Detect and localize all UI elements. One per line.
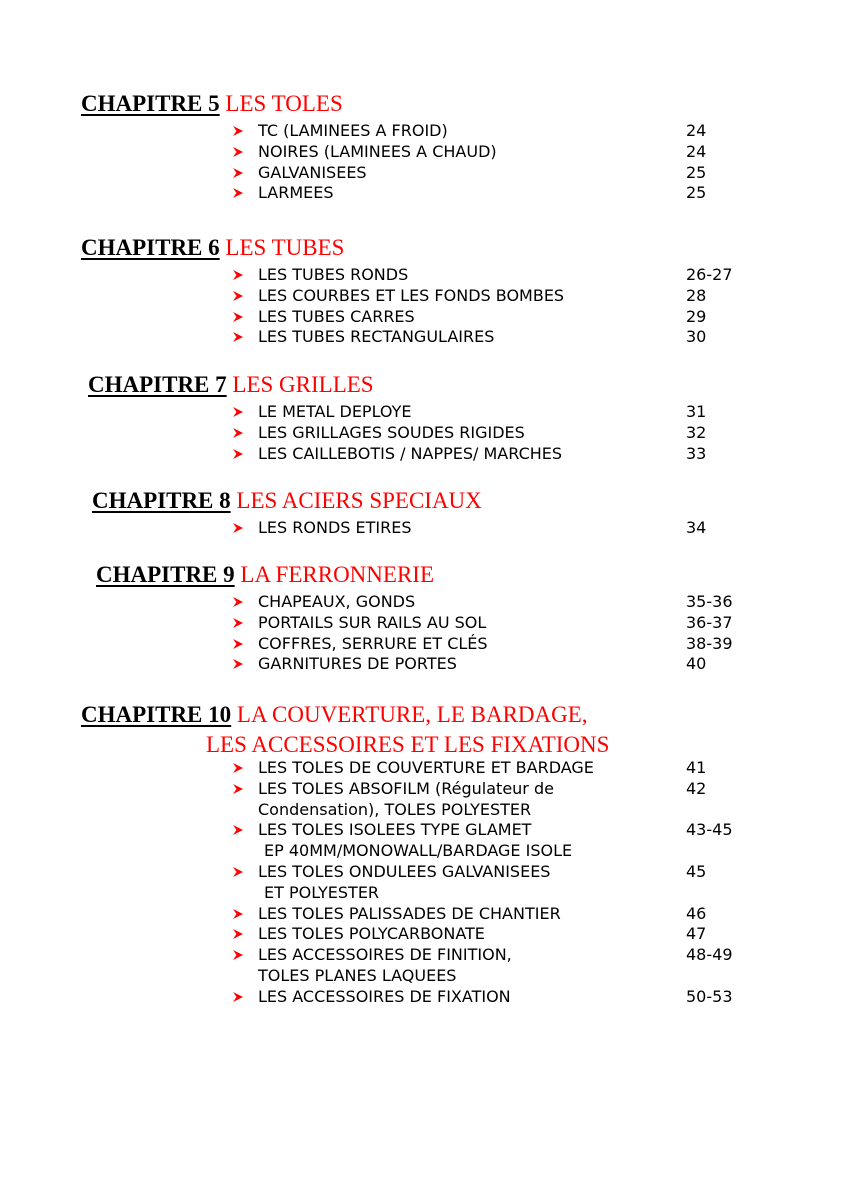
item-label: COFFRES, SERRURE ET CLÉS	[258, 633, 488, 653]
item-page-number: 41	[686, 758, 707, 777]
toc-item	[0, 286, 848, 307]
item-page-number: 28	[686, 285, 707, 305]
item-label: GALVANISEES	[258, 162, 367, 182]
toc-item	[0, 592, 848, 613]
toc-item	[0, 121, 848, 142]
chapter-title: LA FERRONNERIE	[240, 562, 434, 587]
item-page-number: 25	[686, 162, 707, 182]
chapter-heading	[0, 89, 848, 119]
chapter-7	[0, 370, 848, 464]
toc-item	[0, 327, 848, 348]
toc-item	[0, 862, 848, 904]
item-page-number: 50-53	[686, 986, 733, 1006]
item-label: LARMEES	[258, 183, 334, 203]
chapter-item-list	[0, 402, 848, 464]
item-page-number: 35-36	[686, 592, 733, 611]
chapter-number: CHAPITRE 7	[88, 372, 227, 397]
item-label-line-1: LES TOLES ABSOFILM (Régulateur de	[258, 778, 554, 798]
chapter-item-list	[0, 758, 848, 1008]
item-label-line-1: LES TOLES ONDULEES GALVANISEES	[258, 861, 551, 881]
item-label-line-1: LES ACCESSOIRES DE FINITION,	[258, 945, 512, 965]
toc-item	[0, 924, 848, 945]
item-label: LES TUBES RECTANGULAIRES	[258, 327, 495, 347]
item-label: LES TOLES PALISSADES DE CHANTIER	[258, 903, 561, 923]
chapter-item-list	[0, 592, 848, 675]
toc-item	[0, 444, 848, 465]
arrowhead-bullet-icon	[232, 783, 244, 795]
chapter-title: LES GRILLES	[232, 372, 374, 397]
arrowhead-bullet-icon	[232, 406, 244, 418]
arrowhead-bullet-icon	[232, 331, 244, 343]
toc-item	[0, 634, 848, 655]
arrowhead-bullet-icon	[232, 187, 244, 199]
item-label: CHAPEAUX, GONDS	[258, 592, 416, 611]
item-label: LES GRILLAGES SOUDES RIGIDES	[258, 422, 525, 442]
item-label: LES RONDS ETIRES	[258, 518, 412, 537]
chapter-5	[0, 89, 848, 204]
toc-item	[0, 820, 848, 862]
item-page-number: 38-39	[686, 633, 733, 653]
chapter-title: LES TUBES	[225, 235, 345, 260]
arrowhead-bullet-icon	[232, 311, 244, 323]
chapter-item-list	[0, 265, 848, 348]
arrowhead-bullet-icon	[232, 991, 244, 1003]
arrowhead-bullet-icon	[232, 427, 244, 439]
item-label: LES TUBES CARRES	[258, 306, 415, 326]
chapter-title: LES TOLES	[225, 91, 343, 116]
item-page-number: 48-49	[686, 945, 733, 965]
toc-item	[0, 613, 848, 634]
item-page-number: 33	[686, 443, 707, 463]
item-page-number: 42	[686, 778, 707, 798]
arrowhead-bullet-icon	[232, 125, 244, 137]
item-label: LES TUBES RONDS	[258, 265, 409, 284]
chapter-item-list	[0, 518, 848, 539]
arrowhead-bullet-icon	[232, 928, 244, 940]
arrowhead-bullet-icon	[232, 762, 244, 774]
chapter-number: CHAPITRE 8	[92, 488, 231, 513]
item-label	[258, 945, 512, 987]
toc-item	[0, 987, 848, 1008]
item-page-number: 45	[686, 861, 707, 881]
item-page-number: 26-27	[686, 265, 733, 284]
item-label: GARNITURES DE PORTES	[258, 654, 457, 674]
arrowhead-bullet-icon	[232, 290, 244, 302]
arrowhead-bullet-icon	[232, 596, 244, 608]
arrowhead-bullet-icon	[232, 269, 244, 281]
toc-item	[0, 779, 848, 821]
chapter-number: CHAPITRE 6	[81, 235, 220, 260]
chapter-title-line-2: LES ACCESSOIRES ET LES FIXATIONS	[206, 732, 610, 757]
chapter-heading	[0, 233, 848, 263]
item-page-number: 31	[686, 402, 707, 421]
chapter-heading	[0, 486, 848, 516]
chapter-number: CHAPITRE 10	[81, 702, 232, 727]
item-page-number: 47	[686, 924, 707, 944]
chapter-heading	[0, 370, 848, 400]
arrowhead-bullet-icon	[232, 658, 244, 670]
item-page-number: 30	[686, 327, 707, 347]
item-label: LES CAILLEBOTIS / NAPPES/ MARCHES	[258, 443, 563, 463]
toc-item	[0, 142, 848, 163]
toc-item	[0, 307, 848, 328]
arrowhead-bullet-icon	[232, 866, 244, 878]
toc-item	[0, 265, 848, 286]
toc-item	[0, 163, 848, 184]
chapter-number: CHAPITRE 5	[81, 91, 220, 116]
item-label-line-2: Condensation), TOLES POLYESTER	[258, 799, 532, 819]
item-label: TC (LAMINEES A FROID)	[258, 121, 448, 140]
arrowhead-bullet-icon	[232, 824, 244, 836]
item-page-number: 32	[686, 422, 707, 442]
chapter-8	[0, 486, 848, 539]
item-label: NOIRES (LAMINEES A CHAUD)	[258, 141, 497, 161]
chapter-heading	[0, 700, 848, 758]
toc-item	[0, 518, 848, 539]
item-page-number: 40	[686, 654, 707, 674]
item-label	[258, 862, 550, 904]
chapter-10	[0, 700, 848, 1008]
item-label: PORTAILS SUR RAILS AU SOL	[258, 612, 487, 632]
item-label: LES TOLES POLYCARBONATE	[258, 924, 485, 944]
item-page-number: 25	[686, 183, 707, 203]
item-label: LE METAL DEPLOYE	[258, 402, 412, 421]
toc-item	[0, 758, 848, 779]
chapter-6	[0, 233, 848, 348]
item-page-number: 29	[686, 306, 707, 326]
arrowhead-bullet-icon	[232, 522, 244, 534]
arrowhead-bullet-icon	[232, 146, 244, 158]
item-label-line-2: EP 40MM/MONOWALL/BARDAGE ISOLE	[264, 841, 573, 861]
item-label	[258, 820, 572, 862]
toc-item	[0, 402, 848, 423]
arrowhead-bullet-icon	[232, 617, 244, 629]
chapter-9	[0, 560, 848, 675]
chapter-number: CHAPITRE 9	[96, 562, 235, 587]
item-page-number: 46	[686, 903, 707, 923]
item-page-number: 43-45	[686, 820, 733, 840]
chapter-item-list	[0, 121, 848, 204]
chapter-heading	[0, 560, 848, 590]
item-label-line-2: TOLES PLANES LAQUEES	[258, 965, 457, 985]
item-page-number: 36-37	[686, 612, 733, 632]
toc-item	[0, 945, 848, 987]
arrowhead-bullet-icon	[232, 448, 244, 460]
item-label: LES COURBES ET LES FONDS BOMBES	[258, 285, 565, 305]
item-label	[258, 779, 554, 821]
toc-item	[0, 423, 848, 444]
item-page-number: 24	[686, 141, 707, 161]
toc-item	[0, 904, 848, 925]
arrowhead-bullet-icon	[232, 638, 244, 650]
item-label: LES ACCESSOIRES DE FIXATION	[258, 986, 511, 1006]
arrowhead-bullet-icon	[232, 949, 244, 961]
item-page-number: 24	[686, 121, 707, 140]
toc-item	[0, 183, 848, 204]
chapter-title: LA COUVERTURE, LE BARDAGE,	[236, 702, 588, 727]
item-label-line-1: LES TOLES ISOLEES TYPE GLAMET	[258, 820, 532, 840]
item-label-line-2: ET POLYESTER	[264, 882, 380, 902]
item-page-number: 34	[686, 518, 707, 537]
arrowhead-bullet-icon	[232, 167, 244, 179]
chapter-title: LES ACIERS SPECIAUX	[236, 488, 482, 513]
item-label: LES TOLES DE COUVERTURE ET BARDAGE	[258, 758, 594, 777]
toc-item	[0, 654, 848, 675]
arrowhead-bullet-icon	[232, 908, 244, 920]
